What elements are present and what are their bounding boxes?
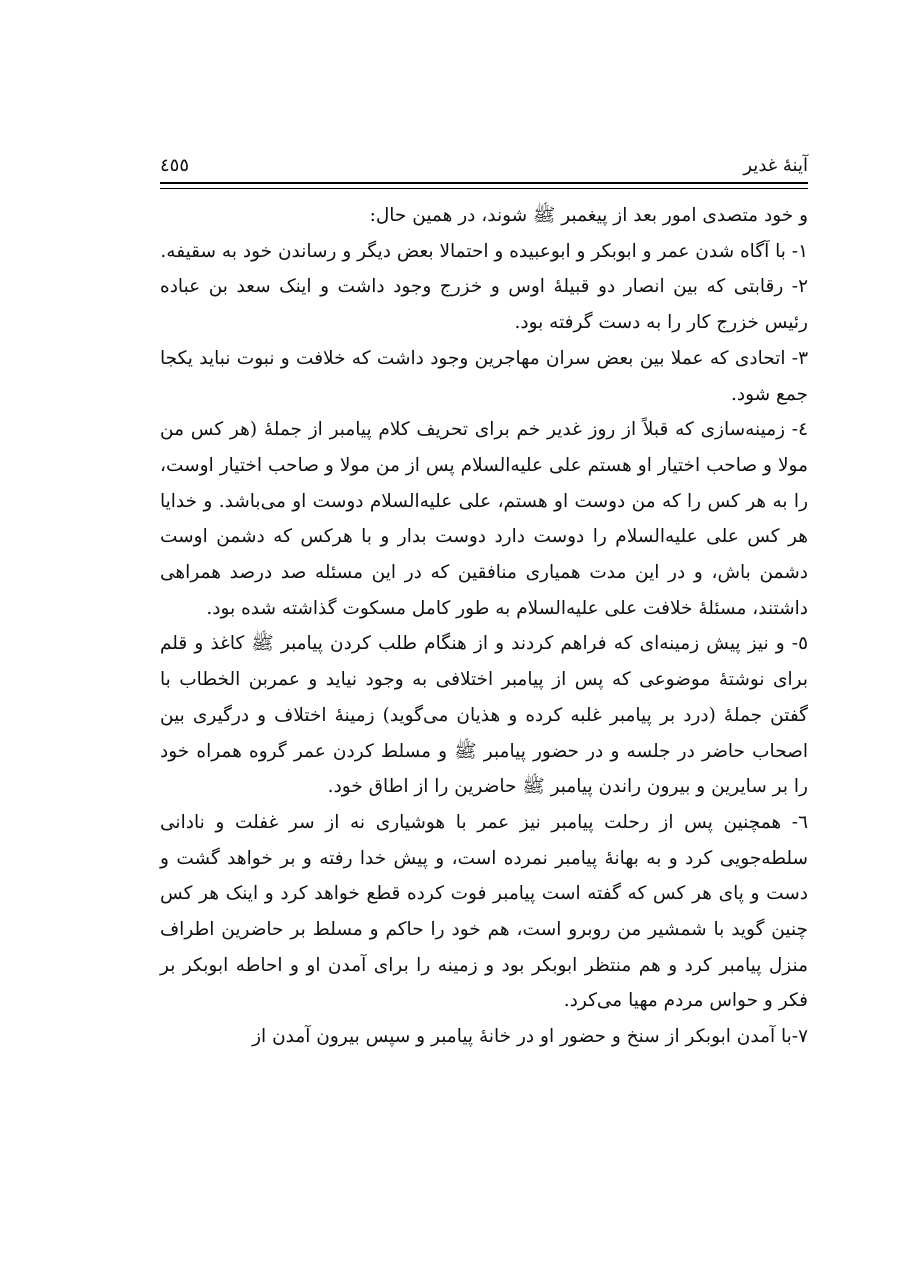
body-text bbox=[160, 198, 808, 1055]
header-rule-thick bbox=[160, 182, 808, 184]
page-number: ٤٥٥ bbox=[160, 155, 190, 176]
paragraph-3: ٣- اتحادی که عملا بین بعض سران مهاجرین وجود داشت که خلافت و نبوت نباید یکجا جمع شود. bbox=[160, 347, 808, 405]
paragraph-2: ٢- رقابتی که بین انصار دو قبیلهٔ اوس و خزرج وجود داشت و اینک سعد بن عباده رئیس خزرج کار را به دست گرفته بود. bbox=[160, 276, 808, 334]
paragraph-1: ١- با آگاه شدن عمر و ابوبکر و ابوعبیده و احتمالا بعض دیگر و رساندن خود به سقیفه. bbox=[160, 240, 808, 262]
paragraph-intro: و خود متصدی امور بعد از پیغمبر ﷺ شوند، در همین حال: bbox=[369, 205, 808, 226]
paragraph-7: ٧-با آمدن ابوبکر از سنخ و حضور او در خانهٔ پیامبر و سپس بیرون آمدن از bbox=[252, 1026, 808, 1048]
running-header bbox=[160, 146, 808, 176]
paragraph-5: ٥- و نیز پیش زمینه‌ای که فراهم کردند و از هنگام طلب کردن پیامبر ﷺ کاغذ و قلم برای نوشتهٔ موضوعی که پس از پیامبر اختلافی به وجود نیاید و عمربن الخطاب با گفتن جملهٔ (درد بر پیامبر غلبه کرده و هذیان می‌گوید) زمینهٔ اختلاف و درگیری بین اصحاب حاضر در جلسه و در حضور پیامبر ﷺ و مسلط کردن عمر گروه همراه خود را بر سایرین و بیرون راندن پیامبر ﷺ حاضرین را از اطاق خود. bbox=[160, 633, 808, 798]
header-rule-thin bbox=[160, 188, 808, 189]
paragraph-4: ٤- زمینه‌سازی که قبلاً از روز غدیر خم برای تحریف کلام پیامبر از جملهٔ (هر کس من مولا و صاحب اختیار او هستم علی علیه‌السلام پس از من مولا و صاحب اختیار اوست، را به هر کس را که من دوست او هستم، علی علیه‌السلام دوست او می‌باشد. و خدایا هر کس علی علیه‌السلام را دوست دارد دوست بدار و با هرکس که دشمن اوست دشمن باش، و در این مدت همیاری منافقین که در این مسئله صد درصد همراهی داشتند، مسئلهٔ خلافت علی علیه‌السلام به طور کامل مسکوت گذاشته شده بود. bbox=[160, 419, 808, 619]
book-title: آینهٔ غدیر bbox=[743, 155, 808, 176]
paragraph-6: ٦- همچنین پس از رحلت پیامبر نیز عمر با هوشیاری نه از سر غفلت و نادانی سلطه‌جویی کرد و به بهانهٔ پیامبر نمرده است، و پیش خدا رفته و بر خواهد گشت و دست و پای هر کس که گفته است پیامبر فوت کرده قطع خواهد کرد و اینک هر کس چنین گوید با شمشیر من روبرو است، هم خود را حاکم و مسلط بر حاضرین اطراف منزل پیامبر کرد و هم منتظر ابوبکر بود و زمینه را برای آمدن او و احاطه ابوبکر بر فکر و حواس مردم مهیا می‌کرد. bbox=[160, 811, 808, 1012]
